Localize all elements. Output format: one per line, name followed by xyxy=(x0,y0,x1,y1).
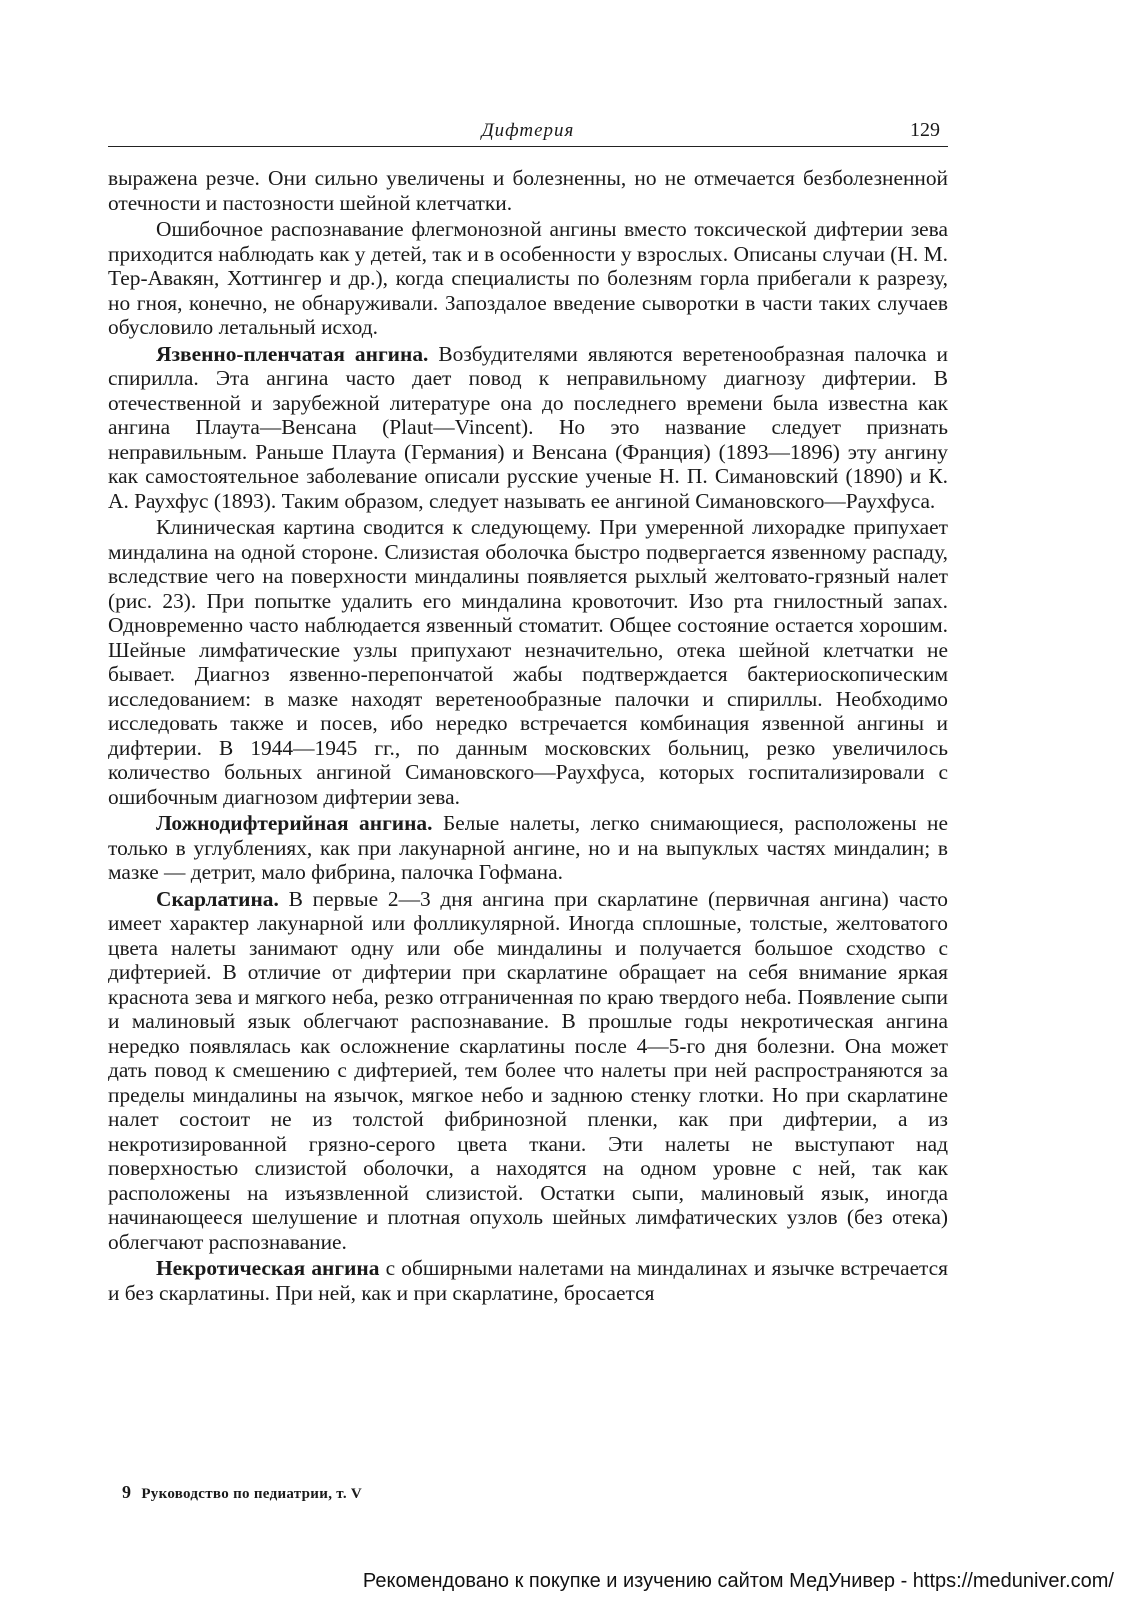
paragraph xyxy=(108,342,948,514)
signature-number: 9 xyxy=(122,1482,132,1502)
section-heading: Некротическая ангина xyxy=(156,1256,380,1280)
paragraph-text: выражена резче. Они сильно увеличены и болезненны, но не отмечается безболезненной отечности и пастозности шейной клетчатки. xyxy=(108,166,948,215)
section-heading: Скарлатина. xyxy=(156,886,279,911)
paragraph-text: с обширными налетами на миндалинах и язычке встречается и без скарлатины. При ней, как и при скарлатине, бросается xyxy=(108,1256,949,1305)
paragraph xyxy=(108,515,948,809)
paragraph xyxy=(108,1256,948,1305)
paragraph xyxy=(108,811,948,885)
section-heading: Язвенно-пленчатая ангина. xyxy=(156,341,429,366)
paragraph xyxy=(108,887,948,1255)
page-footer xyxy=(122,1482,362,1503)
page-header xyxy=(108,118,948,147)
page-number: 129 xyxy=(910,119,940,141)
paragraph-text: В первые 2—3 дня ангина при скарлатине (первичная ангина) часто имеет характер лакунарной или фолликулярной. Иногда сплошные, толстые, желтоватого цвета налеты занимают одну или обе миндалины и получается большое сходство с дифтерией. В отличие от дифтерии при скарлатине обращает на себя внимание яркая краснота зева и мягкого неба, резко отграниченная по краю твердого неба. Появление сыпи и малиновый язык облегчают распознавание. В прошлые годы некротическая ангина нередко появлялась как осложнение скарлатины после 4—5-го дня болезни. Она может дать повод к смешению с дифтерией, тем более что налеты при ней распространяются за пределы миндалины на язычок, мягкое небо и заднюю стенку глотки. Но при скарлатине налет состоит не из толстой фибринозной пленки, как при дифтерии, а из некротизированной грязно-серого цвета ткани. Эти налеты не выступают над поверхностью слизистой оболочки, а находятся на одном уровне с ней, так как расположены на изъязвленной слизистой. Остатки сыпи, малиновый язык, иногда начинающееся шелушение и плотная опухоль шейных лимфатических узлов (без отека) облегчают распознавание. xyxy=(108,886,948,1254)
running-title: Дифтерия xyxy=(481,120,575,141)
paragraph-text: Белые налеты, легко снимающиеся, расположены не только в углублениях, как при лакунарной ангине, но и на выпуклых частях миндалин; в мазке — детрит, мало фибрина, палочка Гофмана. xyxy=(108,811,948,884)
paragraph-text: Возбудителями являются веретенообразная палочка и спирилла. Эта ангина часто дает повод к неправильному диагнозу дифтерии. В отечественной и зарубежной литературе она до последнего времени была известна как ангина Плаута—Венсана (Plaut—Vincent). Но это название следует признать неправильным. Раньше Плаута (Германия) и Венсана (Франция) (1893—1896) эту ангину как самостоятельное заболевание описали русские ученые Н. П. Симановский (1890) и К. А. Раухфус (1893). Таким образом, следует называть ее ангиной Симановского—Раухфуса. xyxy=(108,341,949,513)
paragraph xyxy=(108,166,948,215)
book-title: Руководство по педиатрии, т. V xyxy=(141,1486,363,1502)
section-heading: Ложнодифтерийная ангина. xyxy=(156,811,433,835)
paragraph-text: Клиническая картина сводится к следующему. При умеренной лихорадке припухает миндалина на одной стороне. Слизистая оболочка быстро подвергается язвенному распаду, вследствие чего на поверхности миндалины появляется рыхлый желтовато-грязный налет (рис. 23). При попытке удалить его миндалина кровоточит. Изо рта гнилостный запах. Одновременно часто наблюдается язвенный стоматит. Общее состояние остается хорошим. Шейные лимфатические узлы припухают незначительно, отека шейной клетчатки не бывает. Диагноз язвенно-перепончатой жабы подтверждается бактериоскопическим исследованием: в мазке находят веретенообразные палочки и спириллы. Необходимо исследовать также и посев, ибо нередко встречается комбинация язвенной ангины и дифтерии. В 1944—1945 гг., по данным московских больниц, резко увеличилось количество больных ангиной Симановского—Раухфуса, которых госпитализировали с ошибочным диагнозом дифтерии зева. xyxy=(108,515,948,809)
paragraph-text: Ошибочное распознавание флегмонозной ангины вместо токсической дифтерии зева приходится наблюдать как у детей, так и в особенности у взрослых. Описаны случаи (Н. М. Тер-Авакян, Хоттингер и др.), когда специалисты по болезням горла прибегали к разрезу, но гноя, конечно, не обнаруживали. Запоздалое введение сыворотки в части таких случаев обусловило летальный исход. xyxy=(108,217,948,339)
paragraph xyxy=(108,217,948,340)
body-text xyxy=(108,166,948,1305)
recommendation-banner: Рекомендовано к покупке и изучению сайтом МедУнивер - https://meduniver.com/ xyxy=(362,1570,1114,1592)
